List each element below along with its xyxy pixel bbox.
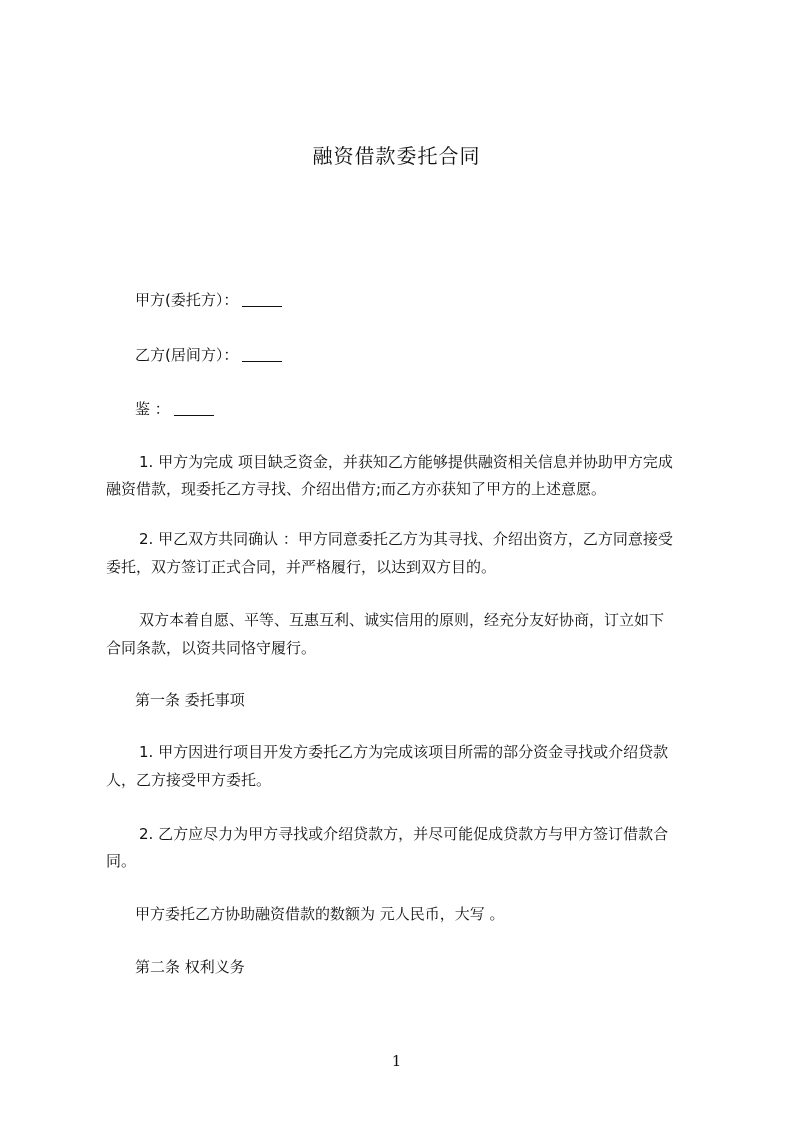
jian-label: 鉴 ： bbox=[135, 400, 170, 418]
page-number: 1 bbox=[391, 1052, 402, 1070]
party-b-blank bbox=[242, 347, 282, 362]
article-1-item-1-line-1: 1. 甲方因进行项目开发方委托乙方为完成该项目所需的部分资金寻找或介绍贷款 bbox=[139, 743, 669, 761]
paragraph-3-line-2: 合同条款，以资共同恪守履行。 bbox=[106, 639, 317, 657]
paragraph-1-line-1: 1. 甲方为完成 项目缺乏资金，并获知乙方能够提供融资相关信息并协助甲方完成 bbox=[139, 453, 673, 471]
jian-line bbox=[106, 393, 706, 426]
amount-line: 甲方委托乙方协助融资借款的数额为 元人民币，大写 。 bbox=[135, 905, 505, 923]
document-title: 融资借款委托合同 bbox=[312, 144, 481, 168]
article-1-item-1-line-2: 人，乙方接受甲方委托。 bbox=[106, 771, 272, 789]
article-1-item-2-line-1: 2. 乙方应尽力为甲方寻找或介绍贷款方，并尽可能促成贷款方与甲方签订借款合 bbox=[139, 825, 669, 843]
party-a-blank bbox=[242, 292, 282, 307]
paragraph-2-line-1: 2. 甲乙双方共同确认 ：甲方同意委托乙方为其寻找、介绍出资方，乙方同意接受 bbox=[139, 530, 673, 548]
paragraph-1-line-2: 融资借款，现委托乙方寻找、介绍出借方;而乙方亦获知了甲方的上述意愿。 bbox=[106, 480, 607, 498]
paragraph-2-line-2: 委托，双方签订正式合同，并严格履行，以达到双方目的。 bbox=[106, 558, 497, 576]
party-a-label: 甲方(委托方）： bbox=[135, 291, 239, 309]
article-2-title: 第二条 权利义务 bbox=[135, 958, 245, 976]
jian-blank bbox=[174, 401, 214, 416]
party-b-label: 乙方(居间方）： bbox=[135, 346, 239, 364]
article-1-title: 第一条 委托事项 bbox=[135, 691, 245, 709]
party-a-line bbox=[106, 284, 706, 317]
party-b-line bbox=[106, 339, 706, 372]
paragraph-3-line-1: 双方本着自愿、平等、互惠互利、诚实信用的原则，经充分友好协商，订立如下 bbox=[139, 611, 665, 629]
article-1-item-2-line-2: 同。 bbox=[106, 852, 137, 870]
